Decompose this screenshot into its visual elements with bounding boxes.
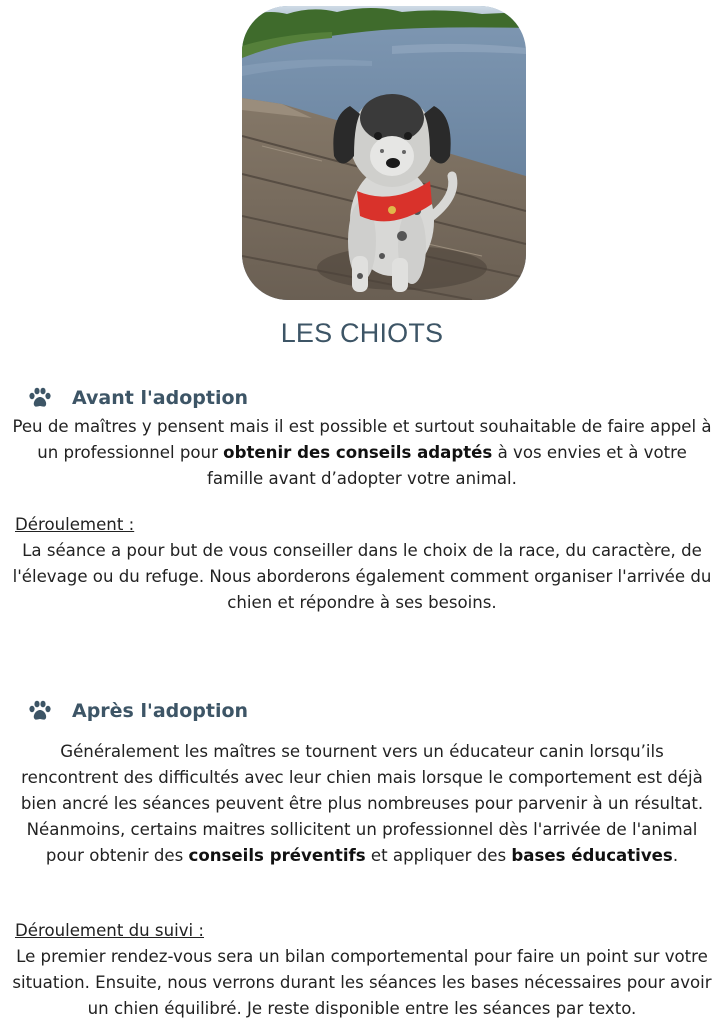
- intro-bold: obtenir des conseils adaptés: [223, 443, 493, 462]
- intro-text: Peu de maîtres y pensent mais il est possible et surtout souhaitable de faire appel à un professionnel pour: [12, 417, 712, 462]
- paw-icon: [28, 387, 52, 409]
- intro-bold: conseils préventifs: [188, 846, 366, 865]
- puppy-photo: [242, 6, 526, 300]
- section-intro-apres: [10, 739, 714, 869]
- section-heading-text: Après l'adoption: [72, 700, 249, 722]
- intro-text-middle: et appliquer des: [365, 846, 512, 865]
- detail-text-apres: Le premier rendez-vous sera un bilan comportemental pour faire un point sur votre situation. Ensuite, nous verrons durant les séances les bases nécessaires pour avoir un chien équilibré. Je reste disponible entre les séances par texto.: [12, 947, 712, 1018]
- detail-label-apres: Déroulement du suivi :: [15, 921, 204, 940]
- section-heading-text: Avant l'adoption: [72, 387, 249, 409]
- intro-text: Généralement les maîtres se tournent vers un éducateur canin lorsqu’ils rencontrent des difficultés avec leur chien mais lorsque le comportement est déjà bien ancré les séances peuvent être plus nombreuses pour parvenir à un résultat. Néanmoins, certains maitres sollicitent un professionnel dès l'arrivée de l'animal pour obtenir des: [20, 742, 704, 865]
- section-intro-avant: [10, 414, 714, 492]
- intro-text-end: à vos envies et à votre famille avant d’adopter votre animal.: [207, 443, 687, 488]
- detail-label-avant: Déroulement :: [15, 515, 135, 534]
- page-title: LES CHIOTS: [280, 318, 444, 348]
- intro-text-end: .: [672, 846, 679, 865]
- paw-icon: [28, 700, 52, 722]
- intro-bold-2: bases éducatives: [511, 846, 673, 865]
- section-heading-apres: [28, 697, 248, 725]
- section-heading-avant: [28, 384, 248, 412]
- detail-text-avant: La séance a pour but de vous conseiller dans le choix de la race, du caractère, de l'élevage ou du refuge. Nous aborderons également comment organiser l'arrivée du chien et répondre à ses besoins.: [12, 541, 712, 612]
